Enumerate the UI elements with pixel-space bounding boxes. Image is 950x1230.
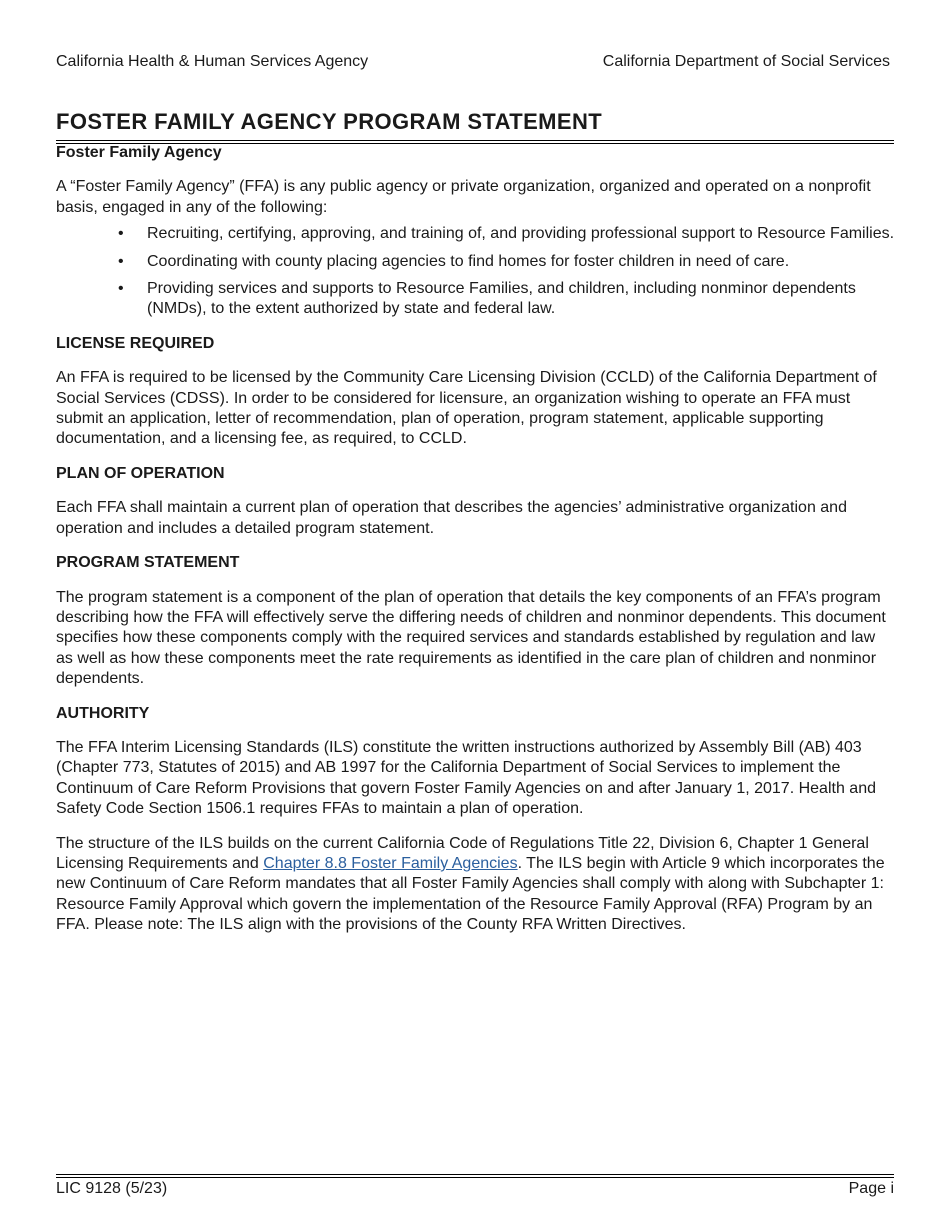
ffa-intro-paragraph: A “Foster Family Agency” (FFA) is any public agency or private organization, organized and operated on a nonprofit basis, engaged in any of the following:	[56, 178, 871, 216]
bullet-icon: •	[118, 225, 124, 243]
program-paragraph: The program statement is a component of the plan of operation that details the key components of an FFA’s program describing how the FFA will effectively serve the differing needs of children and nonminor dependents. This document specifies how these components comply with the required services and standards established by regulation and law as well as how these components meet the rate requirements as identified in the care plan of children and nonminor dependents.	[56, 588, 886, 688]
list-item-text: Coordinating with county placing agencies to find homes for foster children in need of care.	[147, 252, 790, 270]
list-item-text: Recruiting, certifying, approving, and training of, and providing professional support to Resource Families.	[147, 225, 895, 243]
header-agency: California Health & Human Services Agency	[56, 53, 369, 70]
footer-divider	[56, 1174, 894, 1178]
section-heading-ffa: Foster Family Agency	[56, 144, 222, 161]
section-heading-plan: PLAN OF OPERATION	[56, 464, 225, 482]
bullet-icon: •	[118, 280, 124, 298]
license-paragraph: An FFA is required to be licensed by the Community Care Licensing Division (CCLD) of the California Department of Social Services (CDSS). In order to be considered for licensure, an organization wishing to operate an FFA must submit an application, letter of recommendation, plan of operation, program statement, applicable supporting documentation, and a licensing fee, as required, to CCLD.	[56, 369, 877, 448]
list-item-text: Providing services and supports to Resource Families, and children, including nonminor dependents (NMDs), to the extent authorized by state and federal law.	[147, 280, 856, 318]
list-item	[56, 252, 896, 272]
list-item	[56, 224, 896, 244]
section-heading-license: LICENSE REQUIRED	[56, 334, 215, 352]
document-title: FOSTER FAMILY AGENCY PROGRAM STATEMENT	[56, 109, 603, 134]
document-body	[56, 143, 896, 950]
authority-paragraph-2	[56, 834, 896, 936]
header-department: California Department of Social Services	[602, 53, 890, 70]
list-item	[56, 279, 896, 320]
form-number: LIC 9128 (5/23)	[56, 1180, 168, 1197]
section-heading-program: PROGRAM STATEMENT	[56, 554, 240, 572]
bullet-icon: •	[118, 252, 124, 270]
chapter-8-8-link[interactable]: Chapter 8.8 Foster Family Agencies	[263, 854, 518, 872]
plan-paragraph: Each FFA shall maintain a current plan of operation that describes the agencies’ administrative organization and operation and includes a detailed program statement.	[56, 499, 847, 537]
ffa-activities-list	[56, 224, 896, 320]
page-footer	[56, 1179, 894, 1199]
authority-text-before-link: The structure of the ILS builds on the current California Code of Regulations Title 22, Division 6, Chapter 1 General Licensing Requirements and	[56, 834, 869, 872]
authority-text-after-link: . The ILS begin with Article 9 which incorporates the new Continuum of Care Reform mandates that all Foster Family Agencies shall comply with along with Subchapter 1: Resource Family Approval which govern the implementation of the Resource Family Approval (RFA) Program by an FFA. Please note: The ILS align with the provisions of the County RFA Written Directives.	[56, 854, 885, 934]
page-number: Page i	[848, 1180, 894, 1197]
section-heading-authority: AUTHORITY	[56, 704, 150, 722]
page-header	[56, 52, 894, 72]
document-page	[56, 0, 894, 1230]
authority-paragraph-1: The FFA Interim Licensing Standards (ILS) constitute the written instructions authorized by Assembly Bill (AB) 403 (Chapter 773, Statutes of 2015) and AB 1997 for the California Department of Social Services to implement the Continuum of Care Reform Provisions that govern Foster Family Agencies on and after January 1, 2017. Health and Safety Code Section 1506.1 requires FFAs to maintain a plan of operation.	[56, 738, 876, 818]
